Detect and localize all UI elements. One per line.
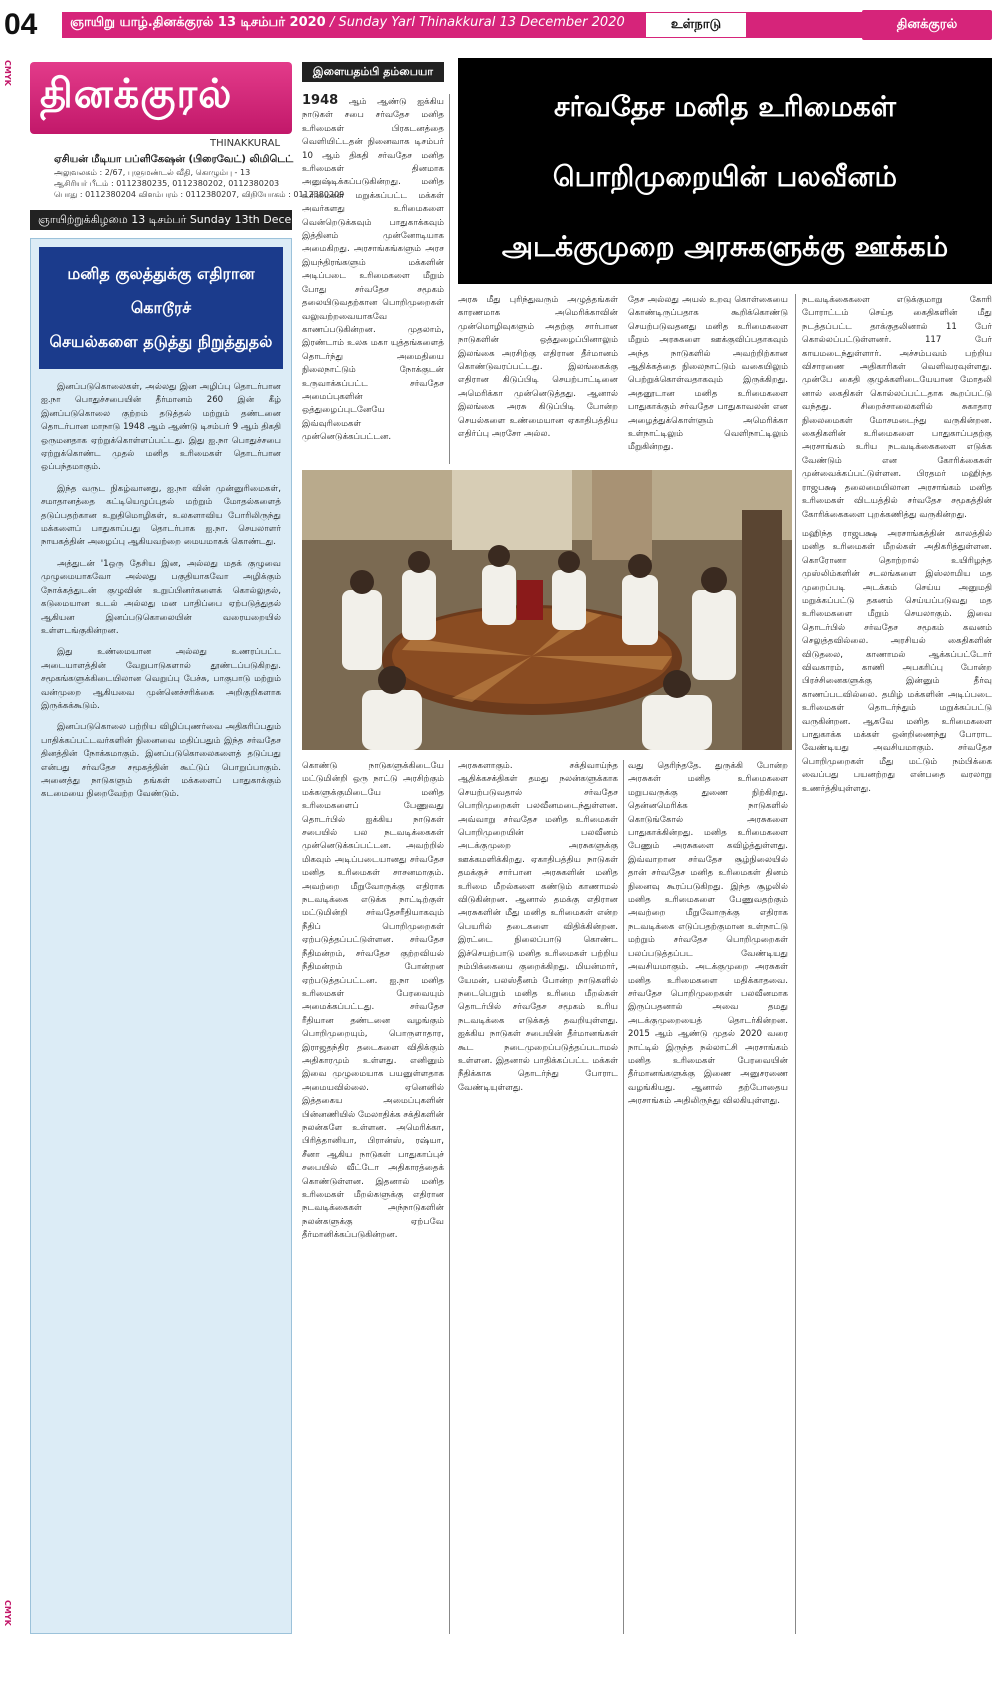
article-text: ஆம் ஆண்டு ஐக்கிய நாடுகள் சபை சர்வதேச மனித உரிமைகள் பிரகடனத்தை வெளியிட்டதன் நினைவாக டிசம்பர் 10 ஆம் திகதி சர்வதேச மனித உரிமைகள் தினமாக அனுஷ்டிக்கப்படுகின்றது. மனித உரிமைகள் மறுக்கப்பட்ட மக்கள் அவர்களது உரிமைகளை வென்றெடுக்கவும் பாதுகாக்கவும் இத்தினம் முன்னோடியாக அமைகிறது. அரசாங்கங்களும் அரச இயந்திரங்களும் மக்களின் அடிப்படை உரிமைகளை மீறும் போது சர்வதேச சமூகம் தலையிடுவதற்கான பொறிமுறைகள் வலுவற்றவையாகவே காணப்படுகின்றன. முதலாம், இரண்டாம் உலக மகா யுத்தங்களைத் தொடர்ந்து அமைதியை நிலைநாட்டும் நோக்குடன் உருவாக்கப்பட்ட சர்வதேச அமைப்புகளின் ஒத்துழைப்புடனேயே இவ்வுரிமைகள் முன்னெடுக்கப்பட்டன. xyxy=(302,97,444,443)
date-english: / Sunday Yarl Thinakkural 13 December 2020 xyxy=(330,15,625,30)
contact-line: பொது : 0112380204 விளம்பரம் : 0112380207, விநியோகம் : 0112380209 xyxy=(54,190,345,199)
section-label: உள்நாடு xyxy=(646,13,746,37)
cmyk-mark: CMYK xyxy=(3,1600,12,1626)
editorial-paragraph: இந்த வருட நிகழ்வானது, ஐ.நா வின் முன்னுரிமைகள், சமாதானத்தை கட்டியெழுப்புதல் மற்றும் மோதல்களைத் தடுப்பதற்கான உறுதிமொழிகள், உலகளாவிய போரிலிருந்து மக்களைப் பாதுகாப்பது தொடர்பாக ஐ.நா. செயலாளர் நாயகத்தின் அழைப்பு ஆகியவற்றை மையமாகக் கொண்டது. xyxy=(41,483,281,548)
editorial-paragraph: அத்துடன் '1ஒரு தேசிய இன, அல்லது மதக் குழுவை முழுமையாகவோ அல்லது பகுதியாகவோ அழிக்கும் நோக்கத்துடன் குழுவின் உறுப்பினர்களைக் கொல்லுதல், கடுமையான உடல் அல்லது மன பாதிப்பை ஏற்படுத்துதல் ஆகியன இனப்படுகொலையின் வரையறையில் உள்ளடங்குகின்றன. xyxy=(41,558,281,636)
publication-date: ஞாயிற்றுக்கிழமை 13 டிசம்பர் Sunday 13th December 2020 xyxy=(30,210,292,230)
article-text: மஹிந்த ராஜபக்ஷ அரசாங்கத்தின் காலத்தில் மனித உரிமைகள் மீறல்கள் அதிகரித்துள்ளன. கொரோனா தொற்றால் உயிரிழந்த முஸ்லிம்களின் சடலங்களை இஸ்லாமிய மத முறைப்படி அடக்கம் செய்ய அனுமதி மறுக்கப்பட்டு தகனம் செய்யப்படுவது மத உரிமைகளை மீறும் செயலாகும். இவை தொடர்பில் சர்வதேச சமூகம் கவனம் செலுத்தவில்லை. அரசியல் கைதிகளின் விடுதலை, காணாமல் ஆக்கப்பட்டோர் விவகாரம், காணி அபகரிப்பு போன்ற பிரச்சினைகளுக்கு இன்னும் தீர்வு காணப்படவில்லை. தமிழ் மக்களின் அடிப்படை உரிமைகள் தொடர்ந்தும் மறுக்கப்பட்டு வருகின்றன. ஆகவே மனித உரிமைகளை பாதுகாக்க மக்கள் ஒன்றிணைந்து போராட வேண்டியது அவசியமாகும். சர்வதேச பொறிமுறைகள் மீது மட்டும் நம்பிக்கை வைப்பது பயனற்றது என்பதை வரலாறு உணர்த்தியுள்ளது. xyxy=(802,528,992,794)
logo-text: தினக்குரல் xyxy=(40,70,233,117)
article-text: தேச அல்லது அயல் உறவு கொள்கையை கொண்டிருப்பதாக கூறிக்கொண்டு செயற்படுவதனது மனித உரிமைகளை மீறும் அரசுகளை ஊக்குவிப்பதாகவும் அந்த நாடுகளில் அவற்றிற்கான ஆதிக்கத்தை நிலைநாட்டும் வகையிலும் பெற்றுக்கொள்வதாகவும் இருக்கிறது. அதனூடான மனித உரிமைகளை பாதுகாக்கும் சர்வதேச பாதுகாவலன் என அழைத்துக்கொள்ளும் அமெரிக்கா உள்நாட்டிலும் வெளிநாட்டிலும் மீறுகின்றது. xyxy=(628,295,788,453)
article-column xyxy=(302,760,444,1634)
article-column xyxy=(458,760,618,1634)
brand-logo-small: தினக்குரல் xyxy=(862,10,992,40)
meeting-photo xyxy=(302,470,792,750)
publisher-name: ஏசியன் மீடியா பப்ளிகேஷன் (பிரைவேட்) லிமிடெட் xyxy=(54,154,294,165)
newspaper-logo xyxy=(30,62,292,134)
article-column xyxy=(628,294,788,464)
article-column xyxy=(302,94,444,464)
column-rule xyxy=(623,760,624,1634)
editorial-headline xyxy=(39,247,283,369)
article-column xyxy=(458,294,618,464)
headline-line: சர்வதேச மனித உரிமைகள் xyxy=(553,90,897,123)
editorial-paragraph: இது உண்மையான அல்லது உணரப்பட்ட அடையாளத்தின் வேறுபாடுகளால் தூண்டப்படுகிறது. சமூகங்களுக்கிடையிலான வெறுப்பு பேச்சு, பாகுபாடு மற்றும் வன்முறை ஆகியவை முன்னெச்சரிக்கை அறிகுறிகளாக இருக்கக்கூடும். xyxy=(41,647,281,711)
column-rule xyxy=(795,294,796,1634)
article-column xyxy=(802,294,992,1634)
date-tamil: ஞாயிறு யாழ்.தினக்குரல் 13 டிசம்பர் 2020 xyxy=(70,15,326,30)
page-header xyxy=(0,0,1000,52)
article-text: அரசு மீது புரிந்துவரும் அழுத்தங்கள் காரணமாக அமெரிக்காவின் முன்மொழிவுகளும் அதற்கு சார்பான நாடுகளின் ஒத்துழைப்பினாலும் இலங்கை அரசிற்கு எதிரான தீர்மானம் கொண்டுவரப்பட்டது. இலங்கைக்கு எதிரான கிடுப்பிடி செயற்பாட்டினை அமெரிக்கா முன்னெடுத்தது. ஆனால் இலங்கை அரசு கிடுப்பிடி போன்ற செயல்களை உண்மையான ஏகாதிபத்திய எதிர்ப்பு அரசோ அல்ல. xyxy=(458,295,618,440)
editorial-paragraph: இனப்படுகொலை பற்றிய விழிப்புணர்வை அதிகரிப்பதும் பாதிக்கப்பட்டவர்களின் நினைவை மதிப்பதும் இந்த சர்வதேச தினத்தின் நோக்கமாகும். இனப்படுகொலைகளைத் தடுப்பது என்பது சர்வதேச சமூகத்தின் கூட்டுப் பொறுப்பாகும். அனைத்து நாடுகளும் தங்கள் மக்களைப் பாதுகாக்கும் கடமையை நிறைவேற்ற வேண்டும். xyxy=(41,722,281,800)
byline: இளையதம்பி தம்பையா xyxy=(302,62,444,82)
lead-year: 1948 xyxy=(302,94,339,108)
editorial-body xyxy=(31,377,291,814)
page-number: 04 xyxy=(4,8,38,41)
headline-line: பொறிமுறையின் பலவீனம் xyxy=(552,160,898,193)
editorial-paragraph: இனப்படுகொலைகள், அல்லது இன அழிப்பு தொடர்பான ஐ.நா பொதுச்சபையின் தீர்மானம் 260 இன் கீழ் இனப்படுகொலை குற்றம் தடுத்தல் மற்றும் தண்டனை தொடர்பான மாநாடு 1948 ஆம் ஆண்டு டிசம்பர் 9 ஆம் திகதி ஒருமனதாக ஏற்றுக்கொள்ளப்பட்டது. இது ஐ.நா பொதுச்சபை ஏற்றுக்கொண்ட முதல் மனித உரிமைகள் தொடர்பான ஒப்பந்தமாகும். xyxy=(41,382,281,473)
editorial-headline-line: மனித குலத்துக்கு எதிரான கொடூரச் xyxy=(67,264,255,317)
contact-line: ஆசிரியர் பீடம் : 0112380235, 0112380202, 0112380203 xyxy=(54,179,280,188)
editorial-headline-line: செயல்களை தடுத்து நிறுத்துதல் xyxy=(49,332,273,351)
article-column xyxy=(628,760,788,1634)
article-text: நடவடிக்கைகளை எடுக்குமாறு கோரி போராட்டம் செய்த கைதிகளின் மீது நடத்தப்பட்ட தாக்குதலினால் 11 பேர் கொல்லப்பட்டுள்ளனர். 117 பேர் காயமடைந்துள்ளார். அச்சம்பவம் பற்றிய விசாரணை அதிகாரிகள் வெளிவரவுள்ளது. முன்பே கைதி குழுக்களிடையேயான மோதலி னால் கைதிகள் கொல்லப்பட்டதாக கூறப்பட்டு வந்தது. சிறைச்சாலைகளில் சுகாதார நிலைமைகள் மோசமடைந்து வருகின்றன. கைதிகளின் உரிமைகளை பாதுகாப்பதற்கு அரசாங்கம் உரிய நடவடிக்கைகளை எடுக்க வேண்டும் என கோரிக்கைகள் முன்வைக்கப்பட்டுள்ளன. பிரதமர் மஹிந்த ராஜபக்ஷ தலைமையிலான அரசாங்கம் மனித உரிமைகள் விடயத்தில் சர்வதேச சமூகத்தின் கோரிக்கைகளை புறக்கணித்து வருகின்றது. xyxy=(802,295,992,520)
article-text: வது தெரிந்ததே. துருக்கி போன்ற அரசுகள் மனித உரிமைகளை மறுபவருக்கு துணை நிற்கிறது. தென்னமெரிக்க நாடுகளில் கொடுங்கோல் அரசுகளை பாதுகாக்கின்றது. மனித உரிமைகளை பேணும் அரசுகளை கவிழ்த்துள்ளது. இவ்வாறான சர்வதேச சூழ்நிலையில் தான் சர்வதேச மனித உரிமைகள் தினம் நினைவு கூரப்படுகிறது. இந்த சூழலில் மனித உரிமைகளை பேணுவதற்கும் அவற்றை மீறுவோருக்கு எதிராக நடவடிக்கை எடுப்பதற்குமான உள்நாட்டு மற்றும் சர்வதேச பொறிமுறைகள் பலப்படுத்தப்பட வேண்டியது அவசியமாகும். அடக்குமுறை அரசுகள் மனித உரிமைகளை மதிக்காதவை. சர்வதேச பொறிமுறைகள் பலவீனமாக இருப்பதனால் அவை தமது அடக்குமுறையைத் தொடர்கின்றன. 2015 ஆம் ஆண்டு முதல் 2020 வரை நாட்டில் இருந்த நல்லாட்சி அரசாங்கம் மனித உரிமைகள் பேரவையின் தீர்மானங்களுக்கு இணை அனுசரணை வழங்கியது. ஆனால் தற்போதைய அரசாங்கம் அதிலிருந்து விலகியுள்ளது. xyxy=(628,761,788,1107)
contact-line: அலுவலகம் : 2/67, புளுமண்டல் வீதி, கொழும்பு - 13 xyxy=(54,168,251,177)
cmyk-mark: CMYK xyxy=(3,60,12,86)
column-rule xyxy=(449,94,450,464)
article-headline xyxy=(458,58,992,284)
editorial-box xyxy=(30,238,292,1634)
logo-subtitle: THINAKKURAL xyxy=(210,138,281,149)
meeting-photo-illustration xyxy=(302,470,792,750)
article-text: அரசுகளாகும். சக்திவாய்ந்த ஆதிக்கசக்திகள் தமது நலன்களுக்காக செயற்படுவதால் சர்வதேச பொறிமுறைகள் பலவீனமடைந்துள்ளன. அவ்வாறு சர்வதேச மனித உரிமைகள் பொறிமுறையின் பலவீனம் அடக்குமுறை அரசுகளுக்கு ஊக்கமளிக்கிறது. ஏகாதிபத்திய நாடுகள் தமக்குச் சார்பான அரசுகளின் மனித உரிமை மீறல்களை கண்டும் காணாமல் விடுகின்றன. ஆனால் தமக்கு எதிரான அரசுகளின் மீது மனித உரிமைகள் என்ற பெயரில் தடைகளை விதிக்கின்றன. இரட்டை நிலைப்பாடு கொண்ட இச்செயற்பாடு மனித உரிமைகள் பற்றிய நம்பிக்கையை குறைக்கிறது. மியன்மார், யேமன், பலஸ்தீனம் போன்ற நாடுகளில் நடைபெறும் மனித உரிமை மீறல்கள் தொடர்பில் சர்வதேச சமூகம் உரிய நடவடிக்கை எடுக்கத் தவறியுள்ளது. ஐக்கிய நாடுகள் சபையின் தீர்மானங்கள் கூட நடைமுறைப்படுத்தப்படாமல் உள்ளன. இதனால் பாதிக்கப்பட்ட மக்கள் நீதிக்காக தொடர்ந்து போராட வேண்டியுள்ளது. xyxy=(458,761,618,1093)
article-text: கொண்டு நாடுகளுக்கிடையே மட்டுமின்றி ஒரு நாட்டு அரசிற்கும் மக்களுக்குமிடையே மனித உரிமைகளைப் பேணுவது தொடர்பில் ஐக்கிய நாடுகள் சபையில் பல நடவடிக்கைகள் முன்னெடுக்கப்பட்டன. அவற்றில் மிகவும் அடிப்படையானது சர்வதேச மனித உரிமைகள் சாசனமாகும். அவற்றை மீறுவோருக்கு எதிராக நடவடிக்கை எடுக்க நாட்டிற்குள் மட்டுமின்றி சர்வதேசரீதியாகவும் நீதிப் பொறிமுறைகள் ஏற்படுத்தப்பட்டுள்ளன. சர்வதேச நீதிமன்றம், சர்வதேச குற்றவியல் நீதிமன்றம் போன்றன ஏற்படுத்தப்பட்டன. ஐ.நா மனித உரிமைகள் பேரவையும் அமைக்கப்பட்டது. சர்வதேச ரீதியான தண்டனை வழங்கும் பொறிமுறையும், பொருளாதார, இராஜதந்திர தடைகளை விதிக்கும் அதிகாரமும் உள்ளது. எனினும் இவை முழுமையாக பயனுள்ளதாக அமையவில்லை. ஏனெனில் இத்தகைய அமைப்புகளின் பின்னணியில் மேலாதிக்க சக்திகளின் நலன்களே உள்ளன. அமெரிக்கா, பிரித்தானியா, பிரான்ஸ், ரஷ்யா, சீனா ஆகிய நாடுகள் பாதுகாப்புச் சபையில் வீட்டோ அதிகாரத்தைக் கொண்டுள்ளன. இதனால் மனித உரிமைகள் மீறல்களுக்கு எதிரான நடவடிக்கைகள் அந்நாடுகளின் நலன்களுக்கு ஏற்பவே தீர்மானிக்கப்படுகின்றன. xyxy=(302,761,444,1241)
headline-line: அடக்குமுறை அரசுகளுக்கு ஊக்கம் xyxy=(501,230,949,263)
column-rule xyxy=(449,760,450,1634)
